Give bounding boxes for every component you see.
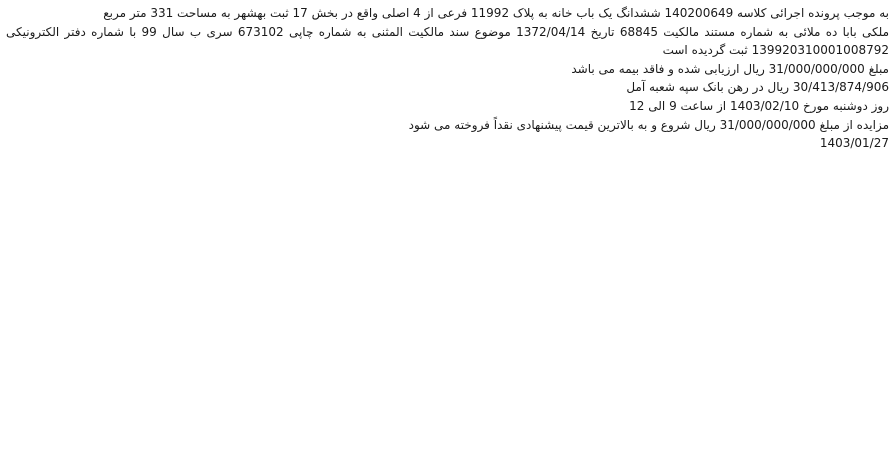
publish-date — [6, 134, 889, 153]
notice-paragraph: به موجب پرونده اجرائی کلاسه 140200649 ششدانگ یک باب خانه به پلاک 11992 فرعی از 4 اصلی واقع در بخش 17 ثبت بهشهر به مساحت 331 متر مربع — [103, 6, 889, 20]
publish-date-value: 1403/01/27 — [819, 136, 889, 151]
notice-paragraph: مبلغ 31/000/000/000 ریال ارزیابی شده و فاقد بیمه می باشد — [571, 61, 889, 76]
notice-paragraph: 30/413/874/906 ریال در رهن بانک سپه شعبه آمل — [626, 80, 889, 95]
notice-paragraph: ملکی بابا ده ملائی به شماره مستند مالکیت 68845 تاریخ 1372/04/14 موضوع سند مالکیت المثنی به شماره چاپی 673102 سری ب سال 99 با شماره دفتر الکترونیکی 139920310001008792 ثبت گردیده است — [6, 24, 889, 58]
notice-paragraph: مزایده از مبلغ 31/000/000/000 ریال شروع و به بالاترین قیمت پیشنهادی نقداً فروخته می شود — [408, 117, 889, 132]
notice-paragraph: روز دوشنبه مورخ 1403/02/10 از ساعت 9 الی 12 — [629, 98, 889, 113]
